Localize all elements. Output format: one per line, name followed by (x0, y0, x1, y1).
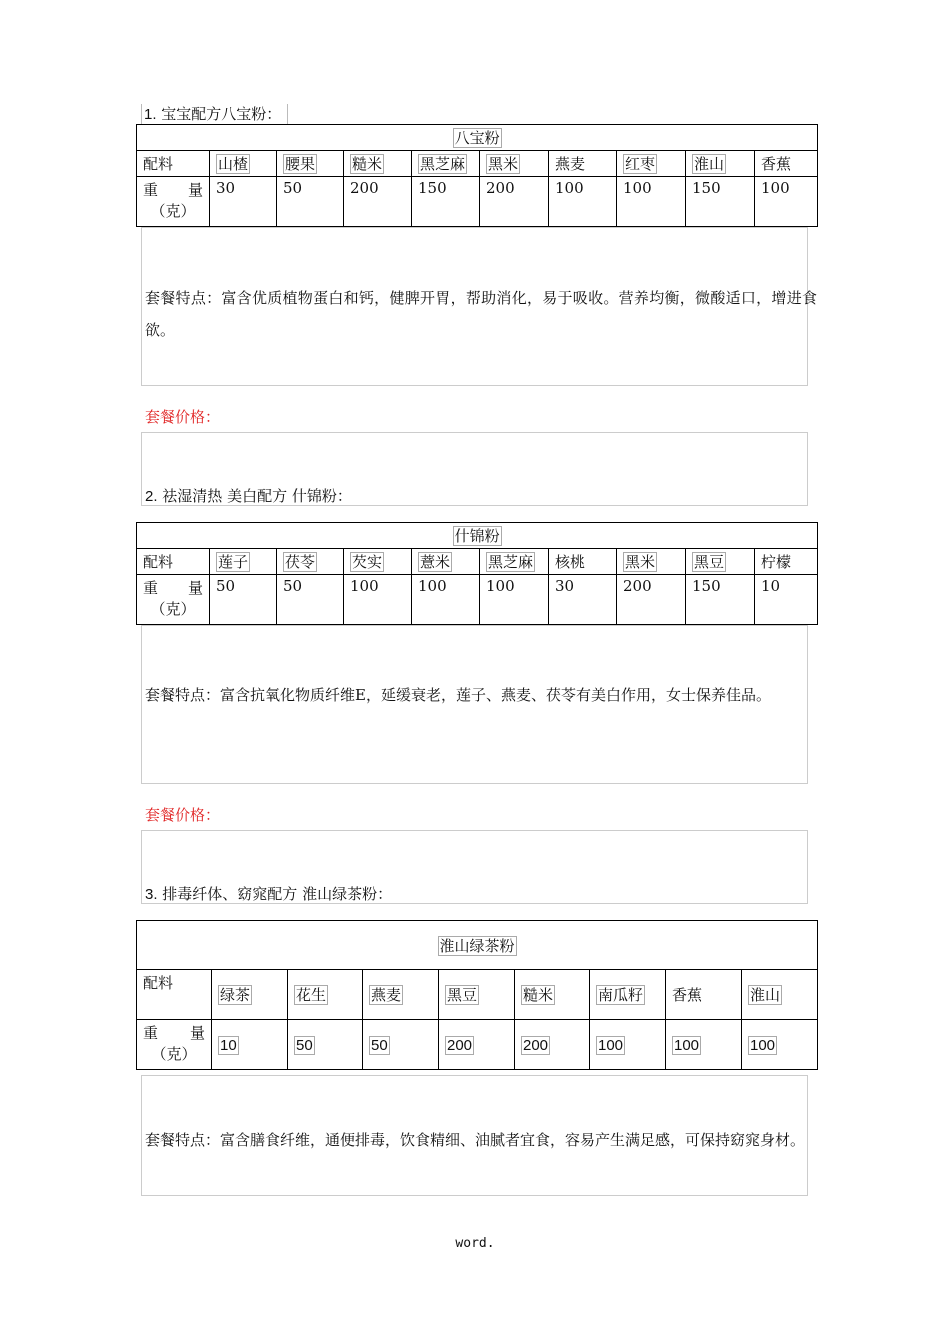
ingredient-cell: 核桃 (549, 549, 617, 575)
weight-label: 重 量 （克） (137, 1020, 212, 1070)
ingredient-cell: 香蕉 (666, 970, 742, 1020)
ingredient-table-3 (136, 920, 818, 1070)
description-text: 套餐特点：富含抗氧化物质纤维E，延缓衰老，莲子、燕麦、茯苓有美白作用，女士保养佳品。 (145, 686, 771, 704)
ingredient-cell: 糙米 (515, 970, 590, 1020)
weight-cell: 200 (344, 177, 412, 227)
ingredient-table-2 (136, 522, 818, 625)
table-row (137, 1020, 818, 1070)
ingredient-cell: 柠檬 (755, 549, 818, 575)
price-label: 套餐价格： (145, 806, 221, 824)
description-text: 套餐特点：富含优质植物蛋白和钙，健脾开胃，帮助消化，易于吸收。营养均衡，微酸适口，增进食欲。 (145, 289, 817, 339)
row-label: 配料 (137, 151, 210, 177)
page-footer: word. (455, 1236, 495, 1251)
table-row (137, 970, 818, 1020)
weight-cell: 100 (617, 177, 686, 227)
ingredient-cell: 燕麦 (549, 151, 617, 177)
weight-cell: 100 (755, 177, 818, 227)
description-text: 套餐特点：富含膳食纤维，通便排毒，饮食精细、油腻者宜食，容易产生满足感，可保持窈窕身材。 (145, 1131, 806, 1149)
weight-label: 重 量 （克） (137, 177, 210, 227)
weight-cell: 200 (617, 575, 686, 625)
weight-cell: 100 (344, 575, 412, 625)
weight-cell: 150 (686, 575, 755, 625)
ingredient-cell: 绿茶 (212, 970, 288, 1020)
ingredient-cell: 香蕉 (755, 151, 818, 177)
ingredient-cell: 莲子 (210, 549, 277, 575)
table-title: 淮山绿茶粉 (137, 921, 818, 970)
ingredient-cell: 黑豆 (439, 970, 515, 1020)
ingredient-cell: 腰果 (277, 151, 344, 177)
weight-label: 重 量 （克） (137, 575, 210, 625)
ingredient-cell: 黑芝麻 (412, 151, 480, 177)
weight-cell: 100 (742, 1020, 818, 1070)
weight-cell: 200 (439, 1020, 515, 1070)
weight-cell: 150 (412, 177, 480, 227)
ingredient-cell: 黑米 (617, 549, 686, 575)
table-row (137, 177, 818, 227)
weight-cell: 10 (755, 575, 818, 625)
weight-cell: 50 (277, 575, 344, 625)
ingredient-cell: 薏米 (412, 549, 480, 575)
ingredient-cell: 花生 (288, 970, 363, 1020)
weight-cell: 100 (666, 1020, 742, 1070)
ingredient-table-1 (136, 124, 818, 227)
section-1-heading: 1. 宝宝配方八宝粉： (141, 104, 288, 125)
row-label: 配料 (137, 970, 212, 1020)
ingredient-cell: 糙米 (344, 151, 412, 177)
section-2-heading: 2. 祛湿清热 美白配方 什锦粉： (145, 487, 352, 505)
weight-cell: 100 (480, 575, 549, 625)
ingredient-cell: 山楂 (210, 151, 277, 177)
ingredient-cell: 黑米 (480, 151, 549, 177)
weight-cell: 200 (480, 177, 549, 227)
weight-cell: 100 (549, 177, 617, 227)
ingredient-cell: 黑豆 (686, 549, 755, 575)
table-row (137, 549, 818, 575)
section-3-heading: 3. 排毒纤体、窈窕配方 淮山绿茶粉： (145, 885, 393, 903)
weight-cell: 150 (686, 177, 755, 227)
weight-cell: 100 (590, 1020, 666, 1070)
price-label: 套餐价格： (145, 408, 221, 426)
weight-cell: 10 (212, 1020, 288, 1070)
table-title: 什锦粉 (137, 523, 818, 549)
table-row (137, 151, 818, 177)
ingredient-cell: 燕麦 (363, 970, 439, 1020)
weight-cell: 50 (288, 1020, 363, 1070)
ingredient-cell: 茯苓 (277, 549, 344, 575)
weight-cell: 30 (210, 177, 277, 227)
table-title: 八宝粉 (137, 125, 818, 151)
ingredient-cell: 淮山 (742, 970, 818, 1020)
row-label: 配料 (137, 549, 210, 575)
table-row (137, 575, 818, 625)
weight-cell: 200 (515, 1020, 590, 1070)
ingredient-cell: 红枣 (617, 151, 686, 177)
weight-cell: 50 (277, 177, 344, 227)
ingredient-cell: 黑芝麻 (480, 549, 549, 575)
weight-cell: 50 (363, 1020, 439, 1070)
ingredient-cell: 南瓜籽 (590, 970, 666, 1020)
ingredient-cell: 芡实 (344, 549, 412, 575)
weight-cell: 30 (549, 575, 617, 625)
weight-cell: 100 (412, 575, 480, 625)
weight-cell: 50 (210, 575, 277, 625)
ingredient-cell: 淮山 (686, 151, 755, 177)
